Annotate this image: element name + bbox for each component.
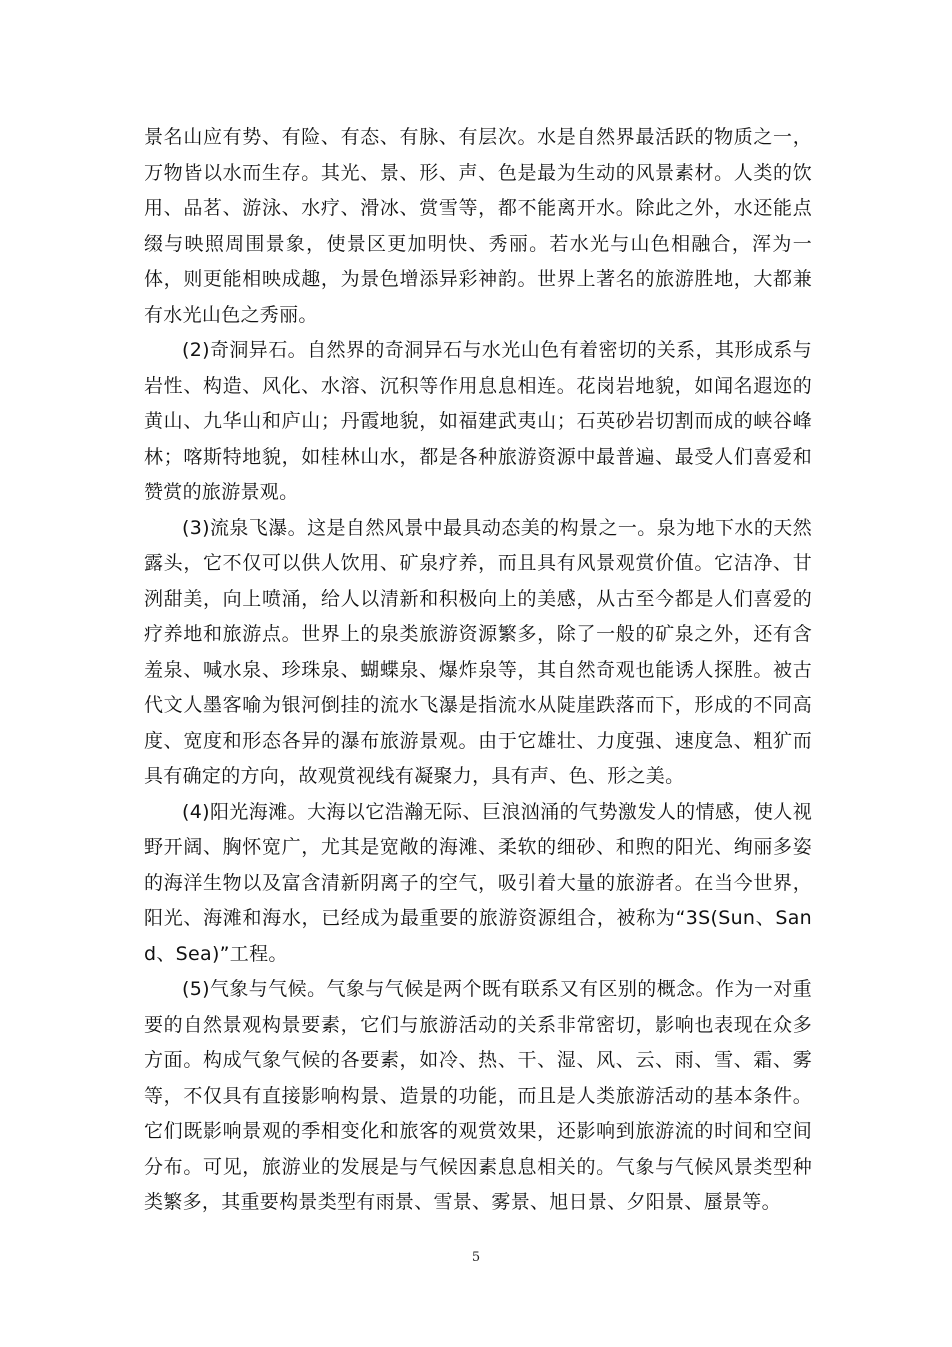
paragraph-mountain-water: 景名山应有势、有险、有态、有脉、有层次。水是自然界最活跃的物质之一，万物皆以水而生存。其光、景、形、声、色是最为生动的风景素材。人类的饮用、品茗、游泳、水疗、滑冰、赏雪等，都不能离开水。除此之外，水还能点缀与映照周围景象，使景区更加明快、秀丽。若水光与山色相融合，浑为一体，则更能相映成趣，为景色增添异彩神韵。世界上著名的旅游胜地，大都兼有水光山色之秀丽。	[144, 126, 812, 326]
paragraph-caves-rocks: (2)奇洞异石。自然界的奇洞异石与水光山色有着密切的关系，其形成系与岩性、构造、风化、水溶、沉积等作用息息相连。花岗岩地貌，如闻名遐迩的黄山、九华山和庐山；丹霞地貌，如福建武夷山；石英砂岩切割而成的峡谷峰林；喀斯特地貌，如桂林山水，都是各种旅游资源中最普遍、最受人们喜爱和赞赏的旅游景观。	[144, 339, 812, 503]
paragraph-sunshine-beach: (4)阳光海滩。大海以它浩瀚无际、巨浪汹涌的气势激发人的情感，使人视野开阔、胸怀宽广，尤其是宽敞的海滩、柔软的细砂、和煦的阳光、绚丽多姿的海洋生物以及富含清新阴离子的空气，吸引着大量的旅游者。在当今世界，阳光、海滩和海水，已经成为最重要的旅游资源组合，被称为“3S(Sun、Sand、Sea)”工程。	[144, 800, 812, 965]
paragraph-springs-waterfalls: (3)流泉飞瀑。这是自然风景中最具动态美的构景之一。泉为地下水的天然露头，它不仅可以供人饮用、矿泉疗养，而且具有风景观赏价值。它洁净、甘洌甜美，向上喷涌，给人以清新和积极向上的美感，从古至今都是人们喜爱的疗养地和旅游点。世界上的泉类旅游资源繁多，除了一般的矿泉之外，还有含羞泉、喊水泉、珍珠泉、蝴蝶泉、爆炸泉等，其自然奇观也能诱人探胜。被古代文人墨客喻为银河倒挂的流水飞瀑是指流水从陡崖跌落而下，形成的不同高度、宽度和形态各异的瀑布旅游景观。由于它雄壮、力度强、速度急、粗犷而具有确定的方向，故观赏视线有凝聚力，具有声、色、形之美。	[144, 516, 812, 787]
body-text	[144, 120, 812, 1221]
paragraph-weather-climate: (5)气象与气候。气象与气候是两个既有联系又有区别的概念。作为一对重要的自然景观构景要素，它们与旅游活动的关系非常密切，影响也表现在众多方面。构成气象气候的各要素，如冷、热、干、湿、风、云、雨、雪、霜、雾等，不仅具有直接影响构景、造景的功能，而且是人类旅游活动的基本条件。它们既影响景观的季相变化和旅客的观赏效果，还影响到旅游流的时间和空间分布。可见，旅游业的发展是与气候因素息息相关的。气象与气候风景类型种类繁多，其重要构景类型有雨景、雪景、雾景、旭日景、夕阳景、蜃景等。	[144, 978, 812, 1213]
page-number: 5	[471, 1250, 481, 1265]
